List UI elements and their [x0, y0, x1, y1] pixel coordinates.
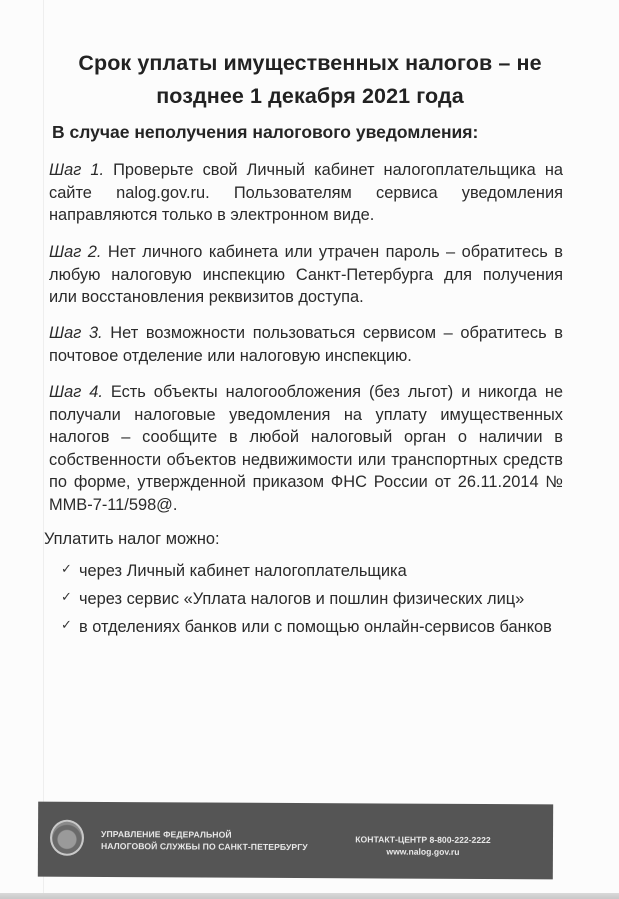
payment-option	[61, 588, 561, 610]
checkmark-icon: ✓	[61, 617, 72, 632]
step-1-paragraph	[49, 159, 563, 227]
checkmark-icon: ✓	[61, 561, 72, 576]
step-4-paragraph	[49, 381, 563, 516]
contact-center-phone: КОНТАКТ-ЦЕНТР 8-800-222-2222	[355, 834, 491, 846]
step-label: Шаг 1.	[49, 161, 105, 179]
scan-fold-line	[43, 0, 44, 893]
payment-option	[61, 616, 561, 638]
contact-info	[353, 833, 493, 858]
step-label: Шаг 4.	[49, 383, 103, 401]
step-text: Нет возможности пользоваться сервисом – обратитесь в почтовое отделение или налоговую инспекцию.	[49, 324, 564, 365]
org-line-1: УПРАВЛЕНИЕ ФЕДЕРАЛЬНОЙ	[101, 828, 232, 840]
step-3-paragraph	[49, 322, 563, 367]
step-label: Шаг 3.	[49, 324, 103, 342]
viewer-bottom-edge	[0, 893, 619, 899]
fns-emblem-icon	[50, 820, 84, 856]
step-label: Шаг 2.	[49, 243, 102, 261]
step-text: Проверьте свой Личный кабинет налогоплательщика на сайте nalog.gov.ru. Пользователям сервиса уведомления направляются только в электронном виде.	[49, 161, 563, 224]
payment-option-text: в отделениях банков или с помощью онлайн-сервисов банков	[79, 618, 552, 636]
payment-option	[61, 560, 561, 582]
section-heading: В случае неполучения налогового уведомления:	[52, 122, 479, 142]
website-link[interactable]: www.nalog.gov.ru	[386, 846, 460, 857]
step-text: Нет личного кабинета или утрачен пароль – обратитесь в любую налоговую инспекцию Санкт-Петербурга для получения или восстановления реквизитов доступа.	[49, 243, 564, 306]
payment-option-text: через сервис «Уплата налогов и пошлин физических лиц»	[79, 590, 525, 608]
footer-banner	[38, 802, 553, 880]
title-line-2: позднее 1 декабря 2021 года	[156, 84, 464, 108]
payment-option-text: через Личный кабинет налогоплательщика	[79, 562, 407, 580]
checkmark-icon: ✓	[61, 589, 72, 604]
organization-name	[101, 828, 308, 853]
payment-heading: Уплатить налог можно:	[44, 530, 220, 548]
step-text: Есть объекты налогообложения (без льгот) и никогда не получали налоговые уведомления на уплату имущественных налогов – сообщите в любой налоговый орган о наличии в собственности объектов недвижимости или транспортных средств по форме, утвержденной приказом ФНС России от 26.11.2014 № ММВ-7-11/598@.	[49, 383, 563, 514]
payment-options-list	[61, 560, 561, 644]
page-title	[40, 47, 580, 113]
title-line-1: Срок уплаты имущественных налогов – не	[78, 51, 542, 75]
step-2-paragraph	[49, 241, 563, 309]
org-line-2: НАЛОГОВОЙ СЛУЖБЫ ПО САНКТ-ПЕТЕРБУРГУ	[100, 840, 308, 853]
